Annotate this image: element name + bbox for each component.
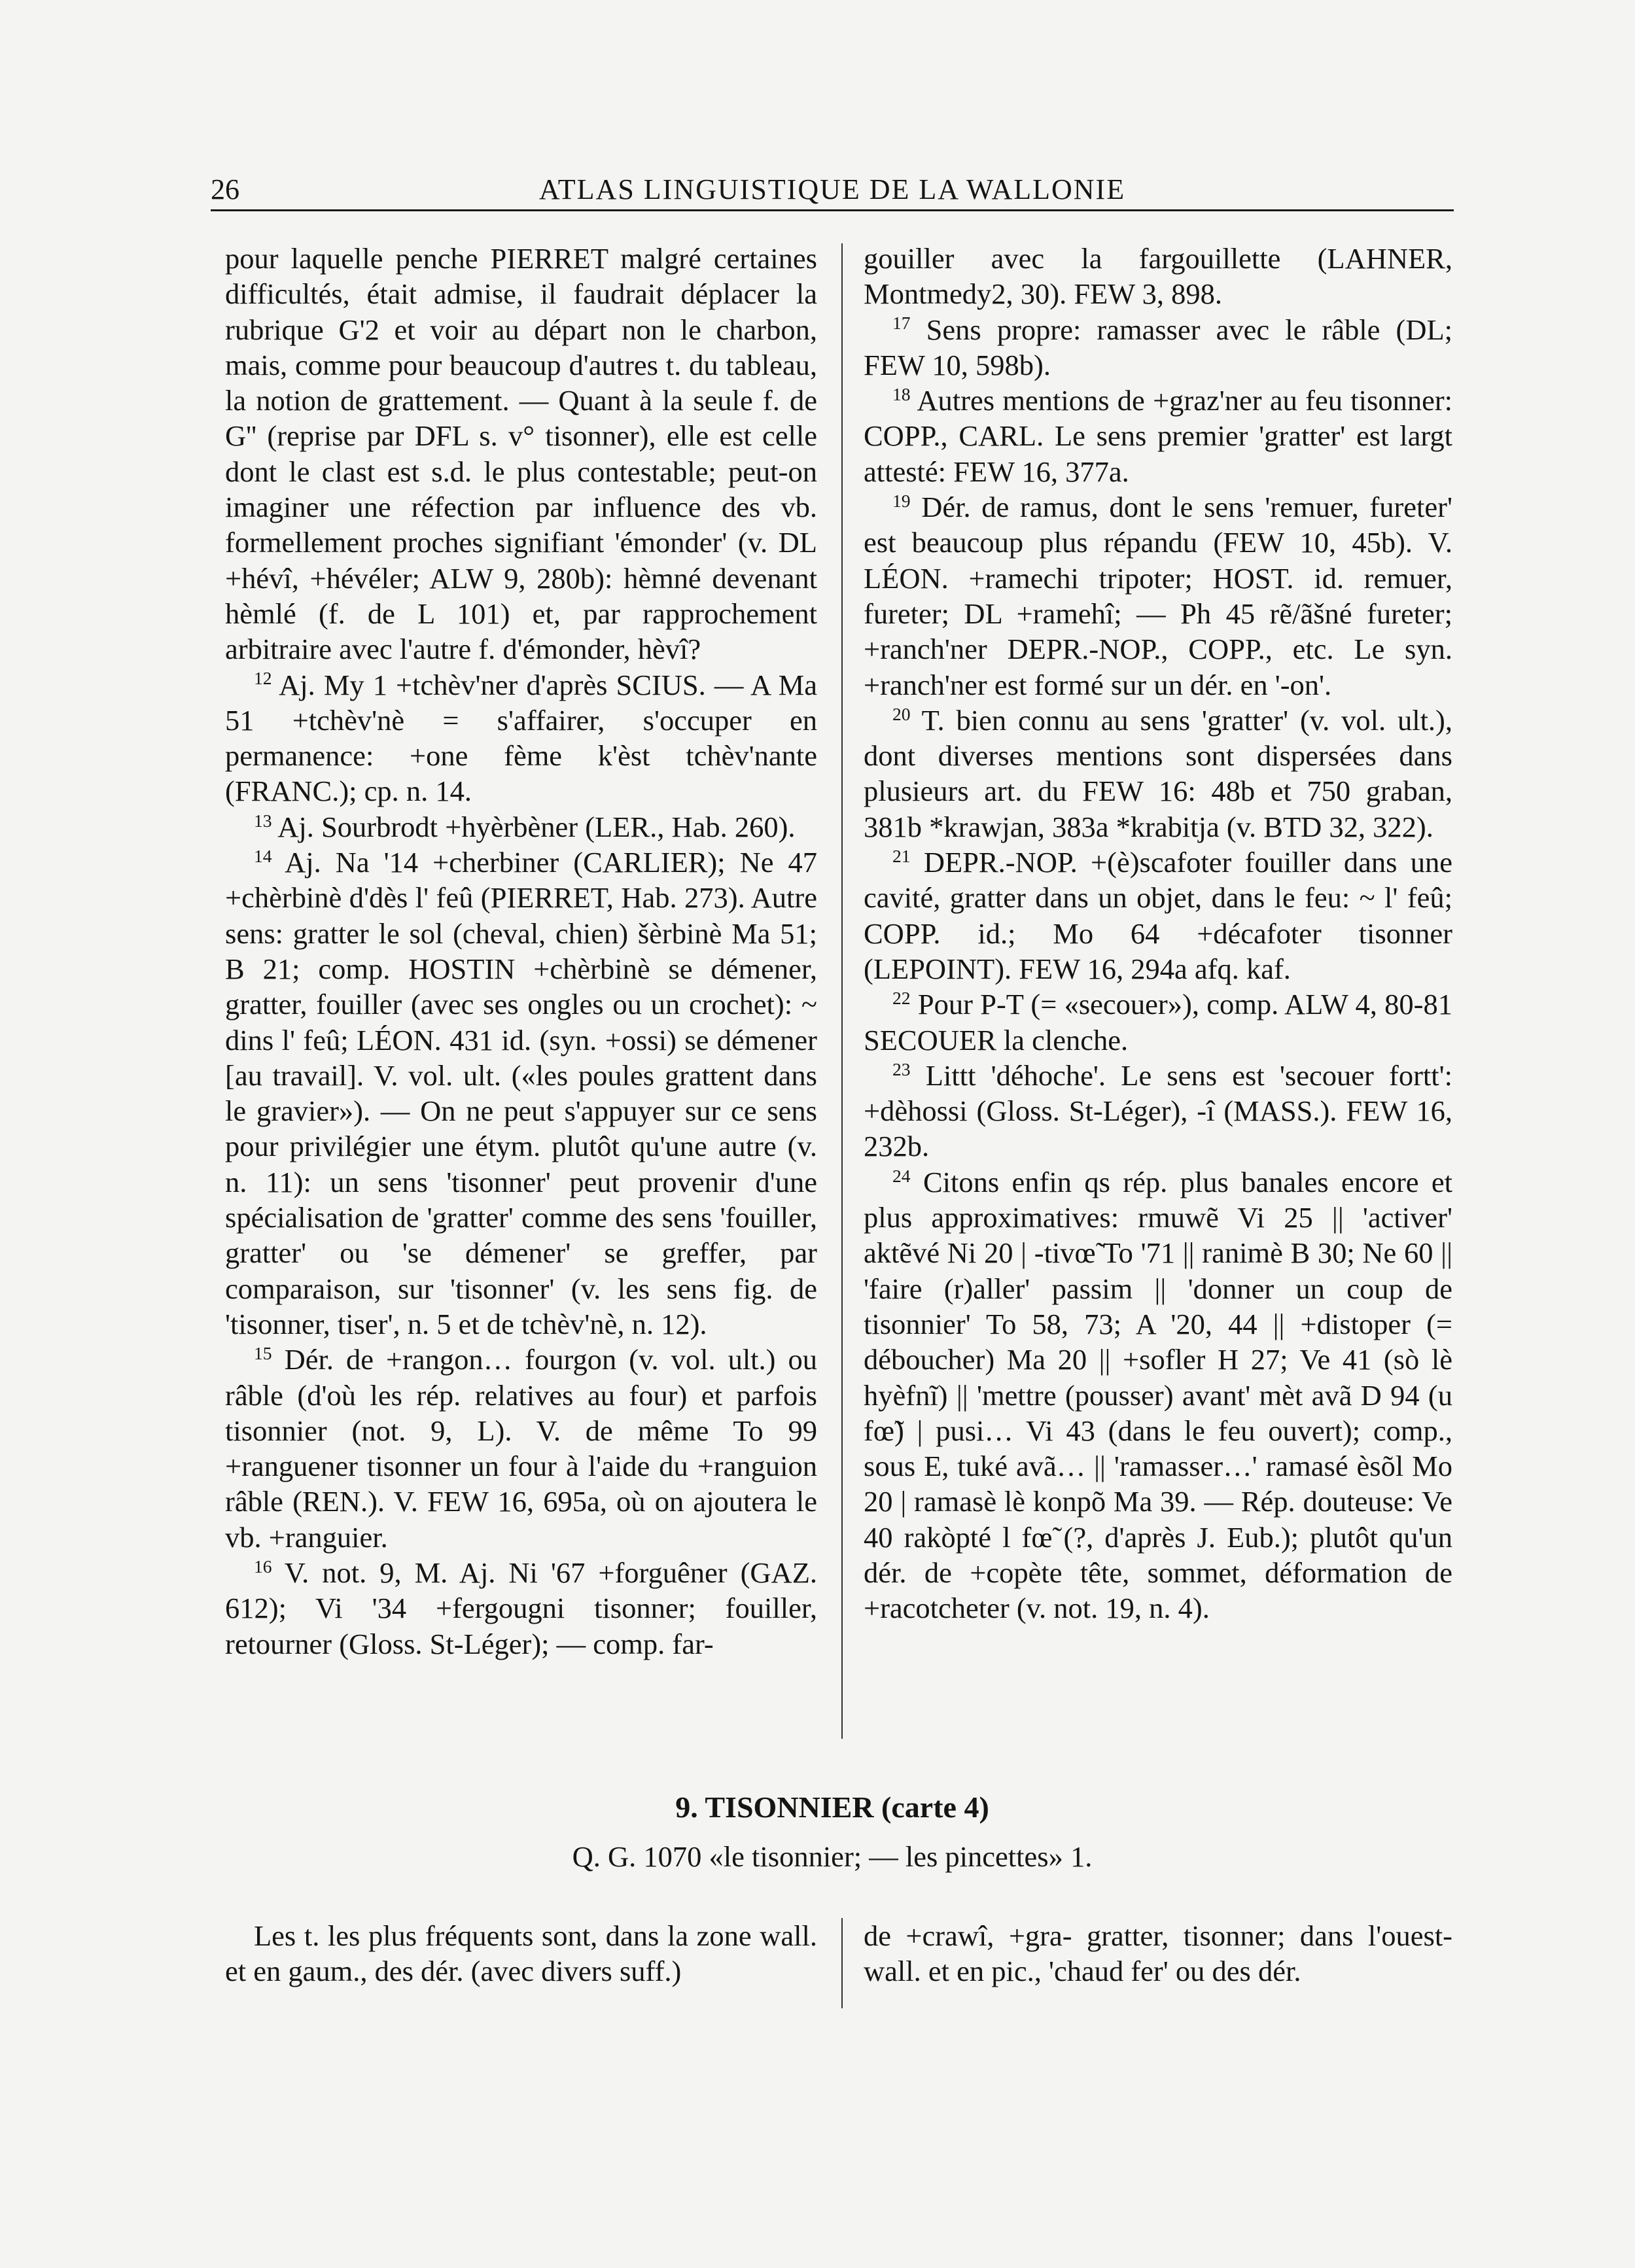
note-paragraph bbox=[864, 241, 1452, 312]
note-text: Aj. Sourbrodt +hyèrbèner (LER., Hab. 260). bbox=[277, 810, 796, 843]
note-number: 24 bbox=[892, 1165, 911, 1186]
note-number: 21 bbox=[892, 845, 911, 866]
note-paragraph bbox=[864, 489, 1452, 703]
note-text: Autres mentions de +graz'ner au feu tisonner: COPP., CARL. Le sens premier 'gratter' est largt attesté: FEW 16, 377a. bbox=[864, 384, 1453, 488]
note-text: Aj. My 1 +tchèv'ner d'après SCIUS. — A Ma 51 +tchèv'nè = s'affairer, s'occuper en permanence: +one fème k'èst tchèv'nante (FRANC.); cp. n. 14. bbox=[225, 668, 817, 808]
note-number: 19 bbox=[892, 490, 911, 511]
note-paragraph bbox=[225, 809, 817, 845]
right-column-notes bbox=[864, 241, 1452, 1626]
note-number: 22 bbox=[892, 988, 911, 1009]
note-number: 18 bbox=[892, 384, 911, 405]
note-paragraph bbox=[864, 703, 1452, 845]
note-text: Aj. Na '14 +cherbiner (CARLIER); Ne 47 +chèrbinè d'dès l' feû (PIERRET, Hab. 273). Autre sens: gratter le sol (cheval, chien) šèrbinè Ma 51; B 21; comp. HOSTIN +chèrbinè se démener, gratter, fouiller (avec ses ongles ou un crochet): ~ dins l' feû; LÉON. 431 id. (syn. +ossi) se démener [au travail]. V. vol. ult. («les poules grattent dans le gravier»). — On ne peut s'appuyer sur ce sens pour privilégier une étym. plutôt qu'une autre (v. n. 11): un sens 'tisonner' peut provenir d'une spécialisation de 'gratter' comme des sens 'fouiller, gratter' ou 'se démener' se greffer, par comparaison, sur 'tisonner' (v. les sens fig. de 'tisonner, tiser', n. 5 et de tchèv'nè, n. 12). bbox=[225, 846, 817, 1340]
body-paragraph: de +crawî, +gra- gratter, tisonner; dans l'ouest-wall. et en pic., 'chaud fer' ou des dér. bbox=[864, 1919, 1452, 1988]
note-paragraph bbox=[864, 986, 1452, 1058]
note-paragraph bbox=[225, 1342, 817, 1555]
note-text: pour laquelle penche PIERRET malgré certaines difficultés, était admise, il faudrait déplacer la rubrique G'2 et voir au départ non le charbon, mais, comme pour beaucoup d'autres t. du tableau, la notion de grattement. — Quant à la seule f. de G'' (reprise par DFL s. v° tisonner), elle est celle dont le clast est s.d. le plus contestable; peut-on imaginer une réfection par influence des vb. formellement proches signifiant 'émonder' (v. DL +hévî, +hévéler; ALW 9, 280b): hèmné devenant hèmlé (f. de L 101) et, par rapprochement arbitraire avec l'autre f. d'émonder, hèvî? bbox=[225, 242, 817, 666]
note-paragraph bbox=[864, 1164, 1452, 1626]
note-number: 16 bbox=[254, 1556, 272, 1577]
note-number: 23 bbox=[892, 1058, 911, 1079]
note-text: V. not. 9, M. Aj. Ni '67 +forguêner (GAZ. 612); Vi '34 +fergougni tisonner; fouiller, retourner (Gloss. St-Léger); — comp. far- bbox=[225, 1556, 818, 1660]
note-paragraph bbox=[225, 667, 817, 809]
note-paragraph bbox=[225, 845, 817, 1342]
page-number: 26 bbox=[211, 173, 239, 205]
note-text: Citons enfin qs rép. plus banales encore et plus approximatives: rmuwẽ Vi 25 || 'activer' aktẽvé Ni 20 | -tivœ̃ To '71 || ranimè B 30; Ne 60 || 'faire (r)aller' passim || 'donner un coup de tisonnier' To 58, 73; A '20, 44 || +distoper (= déboucher) Ma 20 || +sofler H 27; Ve 41 (sò lè hyèfnĩ) || 'mettre (pousser) avant' mèt avã D 94 (u fœ̃) | pusi… Vi 43 (dans le feu ouvert); comp., sous E, tuké avã… || 'ramasser…' ramasé èsõl Mo 20 | ramasè lè konpõ Ma 39. — Rép. douteuse: Ve 40 rakòpté l fœ̃ (?, d'après J. Eub.); plutôt qu'un dér. de +copète tête, sommet, déformation de +racotcheter (v. not. 19, n. 4). bbox=[864, 1165, 1452, 1625]
note-paragraph bbox=[864, 312, 1452, 383]
note-paragraph bbox=[864, 1058, 1452, 1164]
note-paragraph bbox=[864, 383, 1452, 489]
note-number: 15 bbox=[254, 1343, 272, 1364]
note-number: 13 bbox=[254, 810, 272, 831]
section-question: Q. G. 1070 «le tisonnier; — les pincettes» 1. bbox=[572, 1840, 1093, 1873]
column-divider bbox=[841, 243, 843, 1739]
note-text: Littt 'déhoche'. Le sens est 'secouer fortt': +dèhossi (Gloss. St-Léger), -î (MASS.). FEW 16, 232b. bbox=[864, 1058, 1452, 1163]
left-column-notes bbox=[225, 241, 817, 1662]
running-title: ATLAS LINGUISTIQUE DE LA WALLONIE bbox=[538, 173, 1126, 205]
note-text: Dér. de ramus, dont le sens 'remuer, fureter' est beaucoup plus répandu (FEW 10, 45b). V. LÉON. +ramechi tripoter; HOST. id. remuer, fureter; DL +ramehî; — Ph 45 rẽ/ãšné fureter; +ranch'ner DEPR.-NOP., COPP., etc. Le syn. +ranch'ner est formé sur un dér. en '-on'. bbox=[864, 491, 1452, 701]
body-paragraph: Les t. les plus fréquents sont, dans la zone wall. et en gaum., des dér. (avec divers suff.) bbox=[225, 1919, 817, 1988]
column-divider bbox=[841, 1918, 843, 2008]
note-text: Sens propre: ramasser avec le râble (DL; FEW 10, 598b). bbox=[864, 313, 1452, 381]
section-title: 9. TISONNIER (carte 4) bbox=[675, 1790, 989, 1824]
body-left-column bbox=[225, 1918, 817, 1989]
note-text: Dér. de +rangon… fourgon (v. vol. ult.) ou râble (d'où les rép. relatives au four) et parfois tisonnier (not. 9, L). V. de même To 99 +ranguener tisonner un four à l'aide du +ranguion râble (REN.). V. FEW 16, 695a, où on ajoutera le vb. +ranguier. bbox=[225, 1343, 818, 1554]
note-text: DEPR.-NOP. +(è)scafoter fouiller dans une cavité, gratter dans un objet, dans le feu: ~ l' feû; COPP. id.; Mo 64 +décafoter tisonner (LEPOINT). FEW 16, 294a afq. kaf. bbox=[864, 846, 1452, 985]
body-right-column bbox=[864, 1918, 1452, 1989]
note-text: T. bien connu au sens 'gratter' (v. vol. ult.), dont diverses mentions sont dispersées dans plusieurs art. du FEW 16: 48b et 750 graban, 381b *krawjan, 383a *krabitja (v. BTD 32, 322). bbox=[864, 703, 1453, 843]
note-number: 12 bbox=[254, 668, 272, 689]
note-paragraph bbox=[225, 1555, 817, 1662]
note-number: 17 bbox=[892, 313, 911, 334]
note-number: 20 bbox=[892, 703, 911, 724]
note-paragraph bbox=[864, 845, 1452, 986]
note-text: gouiller avec la fargouillette (LAHNER, Montmedy2, 30). FEW 3, 898. bbox=[864, 242, 1452, 311]
note-number: 14 bbox=[254, 845, 272, 866]
page-header bbox=[211, 169, 1454, 211]
note-paragraph bbox=[225, 241, 817, 667]
note-text: Pour P-T (= «secouer»), comp. ALW 4, 80-81 SECOUER la clenche. bbox=[864, 988, 1452, 1056]
